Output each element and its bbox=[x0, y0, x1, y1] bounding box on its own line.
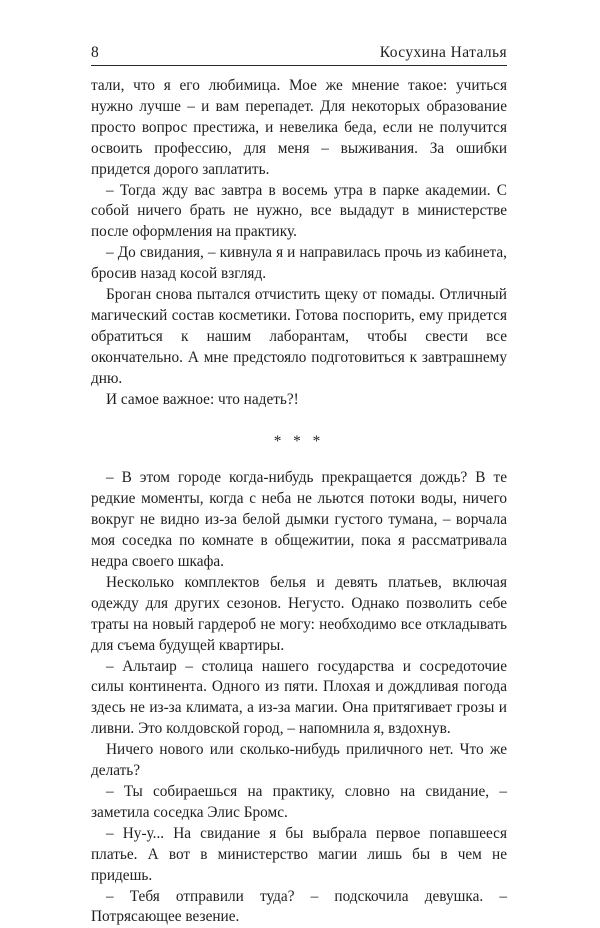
paragraph: Ничего нового или сколько-нибудь приличного нет. Что же делать? bbox=[91, 741, 507, 780]
paragraph: Несколько комплектов белья и девять платьев, включая одежду для других сезонов. Негусто. Однако позволить себе траты на новый гардероб не могу: необходимо все откладывать для съема будущей квартиры. bbox=[91, 573, 507, 654]
paragraph: – Альтаир – столица нашего государства и сосредоточие силы континента. Одного из пяти. Плохая и дождливая погода здесь не из-за климата, а из-за магии. Она притягивает грозы и ливни. Это колдовской город, – напомнила я, вздохнув. bbox=[91, 657, 507, 738]
paragraph: И самое важное: что надеть?! bbox=[106, 390, 299, 408]
paragraph: тали, что я его любимица. Мое же мнение такое: учиться нужно лучше – и вам перепадет. Для некоторых образование просто вопрос престижа, и невелика беда, если не получится освоить профессию, для меня – выживания. За ошибки придется дорого заплатить. bbox=[91, 77, 507, 178]
paragraph: Броган снова пытался отчистить щеку от помады. Отличный магический состав косметики. Готова поспорить, ему придется обратиться к нашим лаборантам, чтобы свести все окончательно. А мне предстояло подготовиться к завтрашнему дню. bbox=[91, 286, 507, 387]
paragraph: – Тогда жду вас завтра в восемь утра в парке академии. С собой ничего брать не нужно, все выдадут в министерстве после оформления на практику. bbox=[91, 181, 507, 241]
scene-separator: * * * bbox=[273, 432, 325, 450]
paragraph: – Ну-у... На свидание я бы выбрала первое попавшееся платье. А вот в министерство магии лишь бы в чем не придешь. bbox=[91, 824, 507, 884]
paragraph: – В этом городе когда-нибудь прекращается дождь? В те редкие моменты, когда с неба не льются потоки воды, ничего вокруг не видно из-за белой дымки густого тумана, – ворчала моя соседка по комнате в общежитии, пока я рассматривала недра своего шкафа. bbox=[91, 469, 507, 571]
paragraph: – До свидания, – кивнула я и направилась прочь из кабинета, бросив назад косой взгляд. bbox=[91, 244, 507, 283]
running-title: Косухина Наталья bbox=[379, 44, 507, 61]
page-number: 8 bbox=[91, 44, 99, 61]
body-text bbox=[91, 76, 507, 928]
paragraph: – Тебя отправили туда? – подскочила девушка. – Потрясающее везение. bbox=[91, 887, 507, 926]
paragraph: – Ты собираешься на практику, словно на свидание, – заметила соседка Элис Бромс. bbox=[91, 783, 507, 821]
page-header bbox=[91, 42, 507, 64]
header-rule bbox=[91, 65, 507, 66]
